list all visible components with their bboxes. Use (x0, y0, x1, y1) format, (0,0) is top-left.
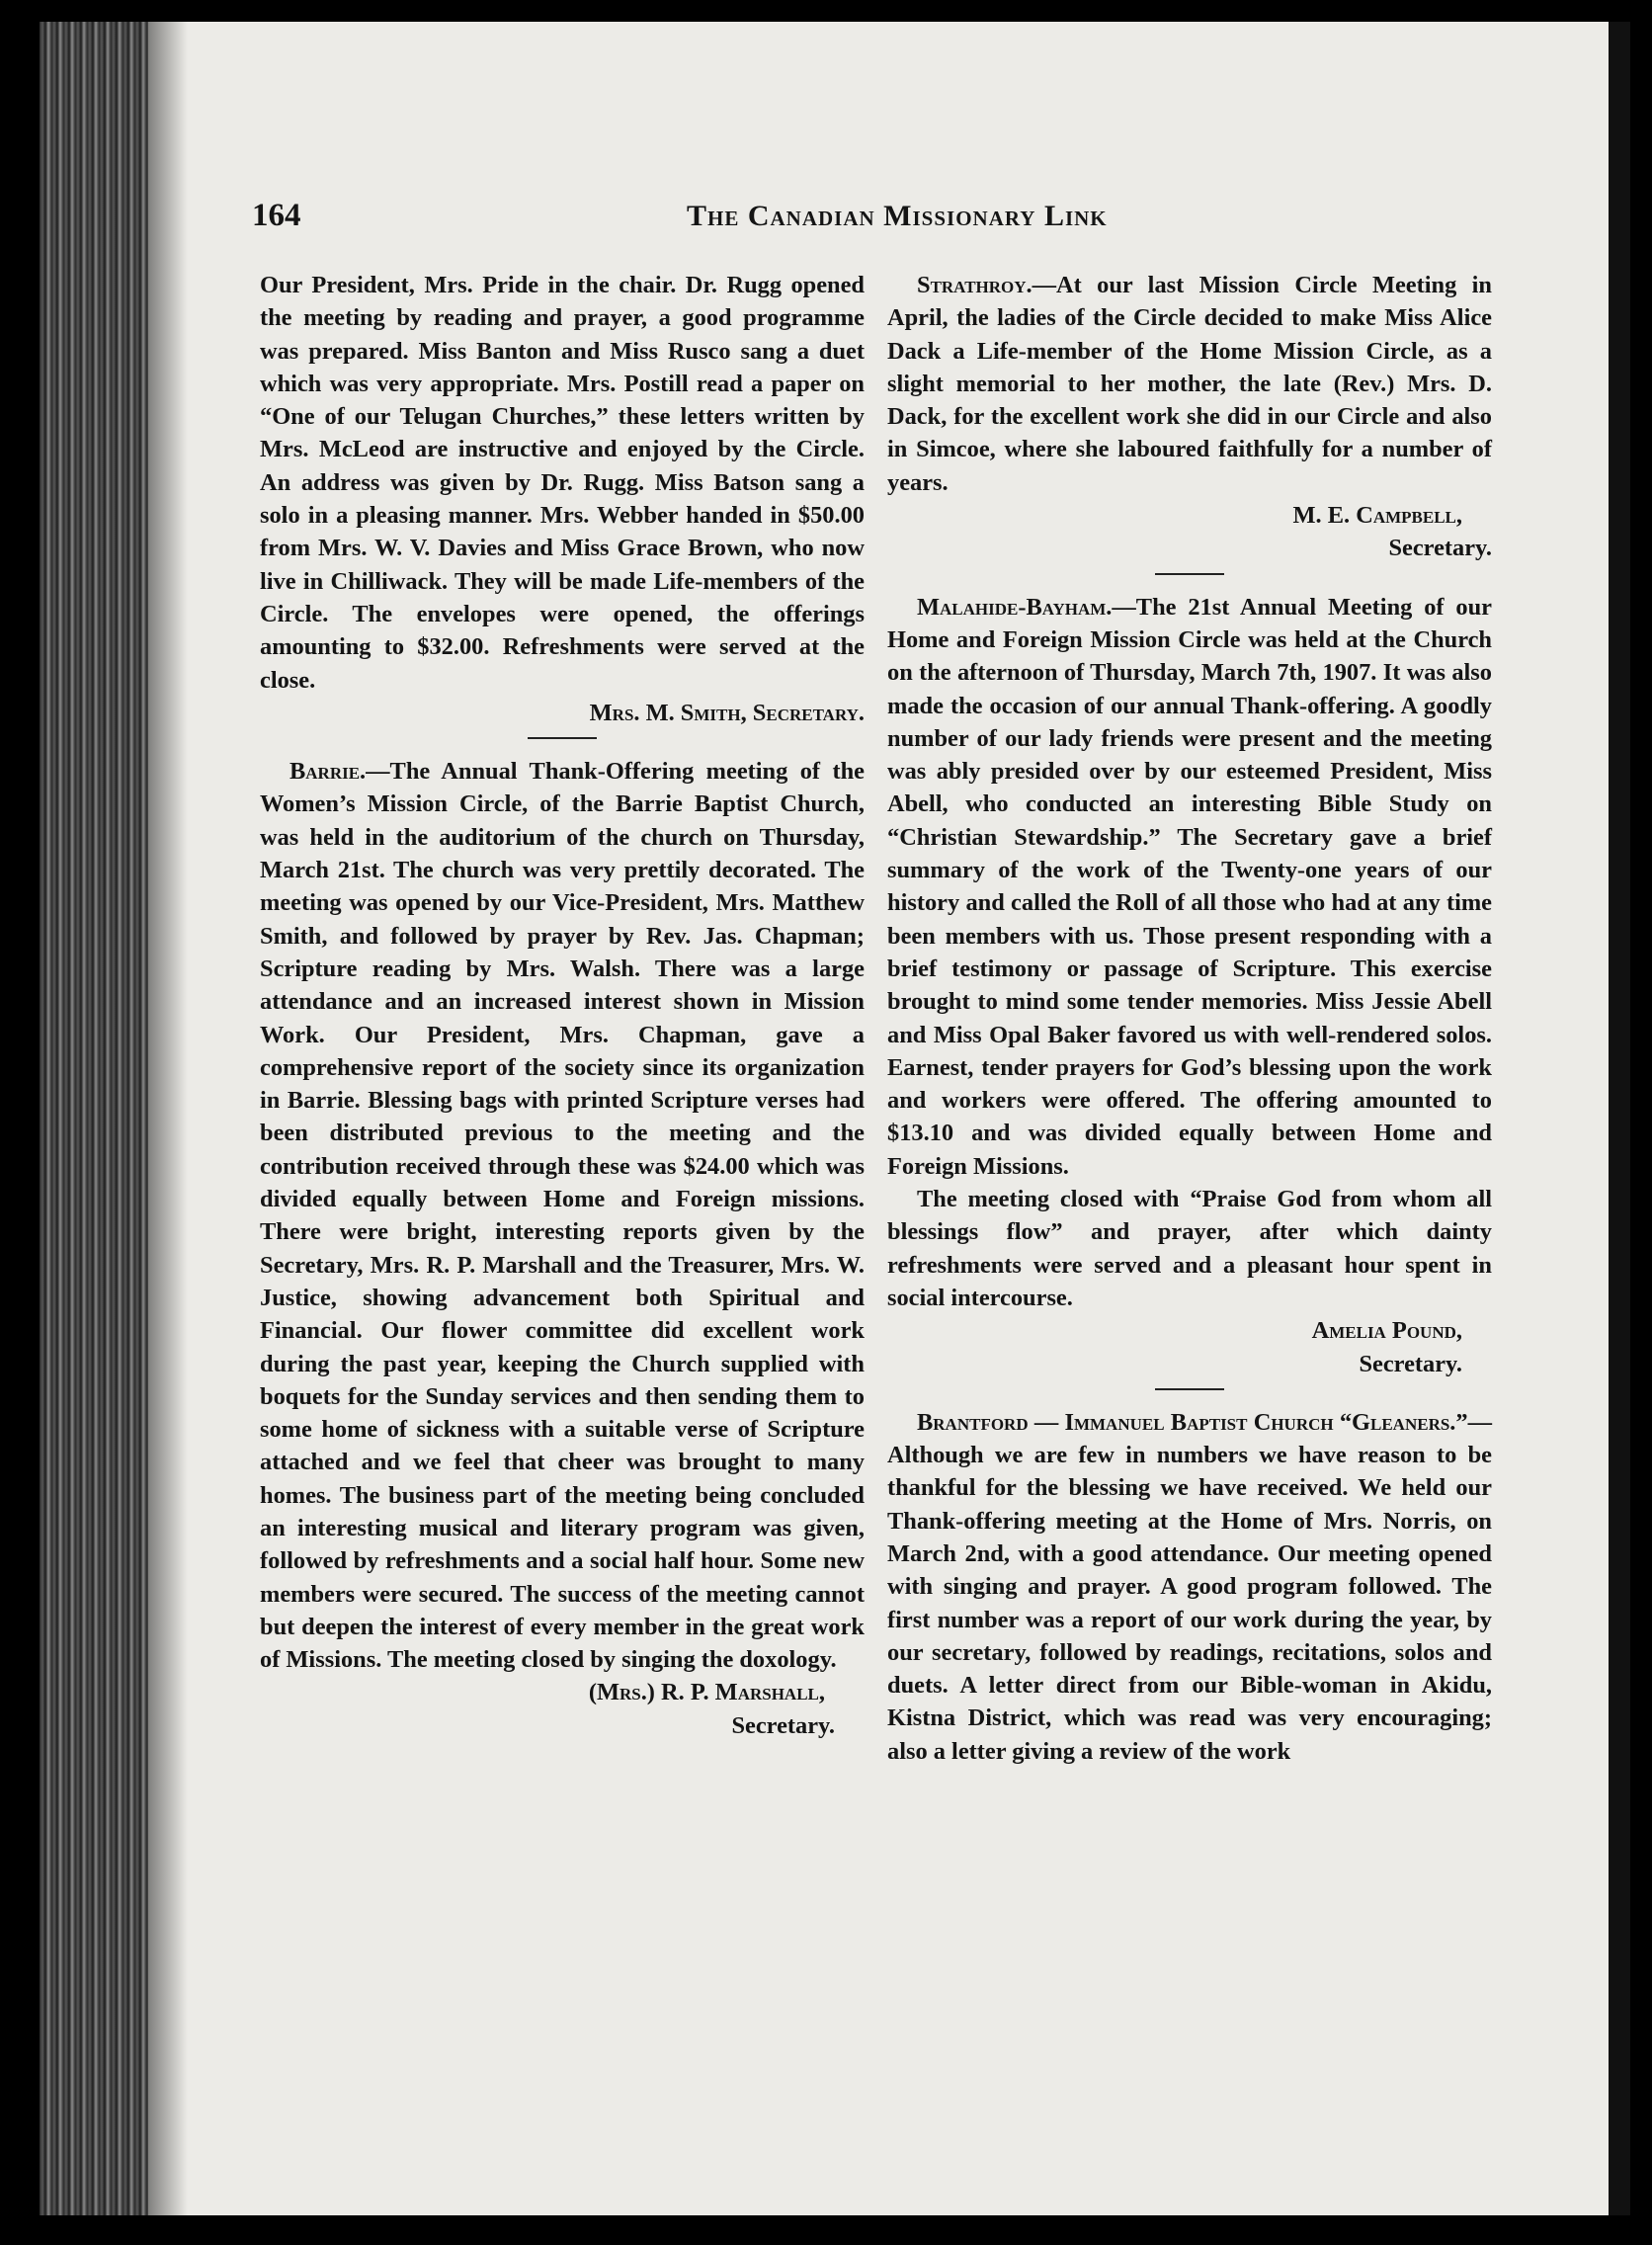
malahide-report-closing: The meeting closed with “Praise God from whom all blessings flow” and prayer, after which dainty refreshments were served and a pleasant hour spent in social intercourse. (887, 1186, 1492, 1311)
barrie-signature-title: Secretary. (731, 1711, 835, 1739)
strathroy-signature-title: Secretary. (1388, 535, 1492, 562)
left-column (260, 269, 865, 1742)
malahide-report (887, 591, 1492, 1183)
right-page-edge (1609, 22, 1630, 2215)
intro-report-text: Our President, Mrs. Pride in the chair. Dr. Rugg opened the meeting by reading and prayer, a good programme was prepared. Miss Banton and Miss Rusco sang a duet which was very appropriate. Mrs. Postill read a paper on “One of our Telugan Churches,” these letters written by Mrs. McLeod are instructive and enjoyed by the Circle. An address was given by Dr. Rugg. Miss Batson sang a solo in a pleasing manner. Mrs. Webber handed in $50.00 from Mrs. W. V. Davies and Miss Grace Brown, who now live in Chilliwack. They will be made Life-members of the Circle. The envelopes were opened, the offerings amounting to $32.00. Refreshments were served at the close. (260, 272, 865, 694)
barrie-report-text: —The Annual Thank-Offering meeting of the Women’s Mission Circle, of the Barrie Baptist Church, was held in the auditorium of the church on Thursday, March 21st. The church was very prettily decorated. The meeting was opened by our Vice-President, Mrs. Matthew Smith, and followed by prayer by Rev. Jas. Chapman; Scripture reading by Mrs. Walsh. There was a large attendance and an increased interest shown in Mission Work. Our President, Mrs. Chapman, gave a comprehensive report of the society since its organization in Barrie. Blessing bags with printed Scripture verses had been distributed previous to the meeting and the contribution received through these was $24.00 which was divided equally between Home and Foreign missions. There were bright, interesting reports given by the Secretary, Mrs. R. P. Marshall and the Treasurer, Mrs. W. Justice, showing advancement both Spiritual and Financial. Our flower committee did excellent work during the past year, keeping the Church supplied with boquets for the Sunday services and then sending them to some home of sickness with a suitable verse of Scripture attached and we feel that cheer was brought to many homes. The business part of the meeting being concluded an interesting musical and literary program was given, followed by refreshments and a social half hour. Some new members were secured. The success of the meeting cannot but deepen the interest of every member in the great work of Missions. The meeting closed by singing the doxology. (260, 758, 865, 1674)
brantford-report-text: —Although we are few in numbers we have reason to be thankful for the blessing we have received. We held our Thank-offering meeting at the Home of Mrs. Norris, on March 2nd, with a good attendance. Our meeting opened with singing and prayer. A good program followed. The first number was a report of our work during the year, by our secretary, followed by readings, recitations, solos and duets. A letter direct from our Bible-woman in Akidu, Kistna District, which was read was very encouraging; also a letter giving a review of the work (887, 1408, 1492, 1765)
brantford-report (887, 1406, 1492, 1768)
barrie-place-heading: Barrie. (289, 758, 367, 786)
right-column (887, 269, 1492, 1768)
malahide-signature-name: Amelia Pound, (1311, 1317, 1462, 1345)
section-divider (1155, 1388, 1224, 1390)
strathroy-place-heading: Strathroy. (917, 272, 1032, 298)
strathroy-report (887, 269, 1492, 499)
barrie-report (260, 755, 865, 1676)
malahide-report-text: —The 21st Annual Meeting of our Home and Foreign Mission Circle was held at the Church on the afternoon of Thursday, March 7th, 1907. It was also made the occasion of our annual Thank-offering. A goodly number of our lady friends were present and the meeting was ably presided over by our esteemed President, Miss Abell, who conducted an interesting Bible Study on “Christian Stewardship.” The Secretary gave a brief summary of the work of the Twenty-one years of our history and called the Roll of all those who had at any time been members with us. Those present responding with a brief testimony or passage of Scripture. This exercise brought to mind some tender memories. Miss Jessie Abell and Miss Opal Baker favored us with well-rendered solos. Earnest, tender prayers for God’s blessing upon the work and workers were offered. The offering amounted to $13.10 and was divided equally between Home and Foreign Missions. (887, 593, 1492, 1180)
scanned-page (40, 22, 1630, 2215)
strathroy-report-text: —At our last Mission Circle Meeting in April, the ladies of the Circle decided to make Miss Alice Dack a Life-member of the Home Mission Circle, as a slight memorial to her mother, the late (Rev.) Mrs. D. Dack, for the excellent work she did in our Circle and also in Simcoe, where she laboured faithfully for a number of years. (887, 272, 1492, 496)
malahide-place-heading: Malahide-Bayham. (917, 593, 1113, 621)
section-divider (528, 737, 597, 739)
page-header (252, 198, 1191, 247)
strathroy-signature-name: M. E. Campbell, (1292, 502, 1462, 530)
section-divider (1155, 573, 1224, 575)
barrie-signature-name: (Mrs.) R. P. Marshall, (588, 1679, 825, 1706)
running-title: The Canadian Missionary Link (687, 200, 1108, 232)
intro-signature: Mrs. M. Smith, Secretary. (589, 699, 865, 726)
page-number: 164 (252, 198, 301, 233)
malahide-signature-title: Secretary. (1359, 1350, 1462, 1377)
binding-shadow (148, 22, 188, 2215)
brantford-place-heading: Brantford — Immanuel Baptist Church “Gleaners.” (917, 1408, 1468, 1436)
book-binding (40, 22, 148, 2215)
